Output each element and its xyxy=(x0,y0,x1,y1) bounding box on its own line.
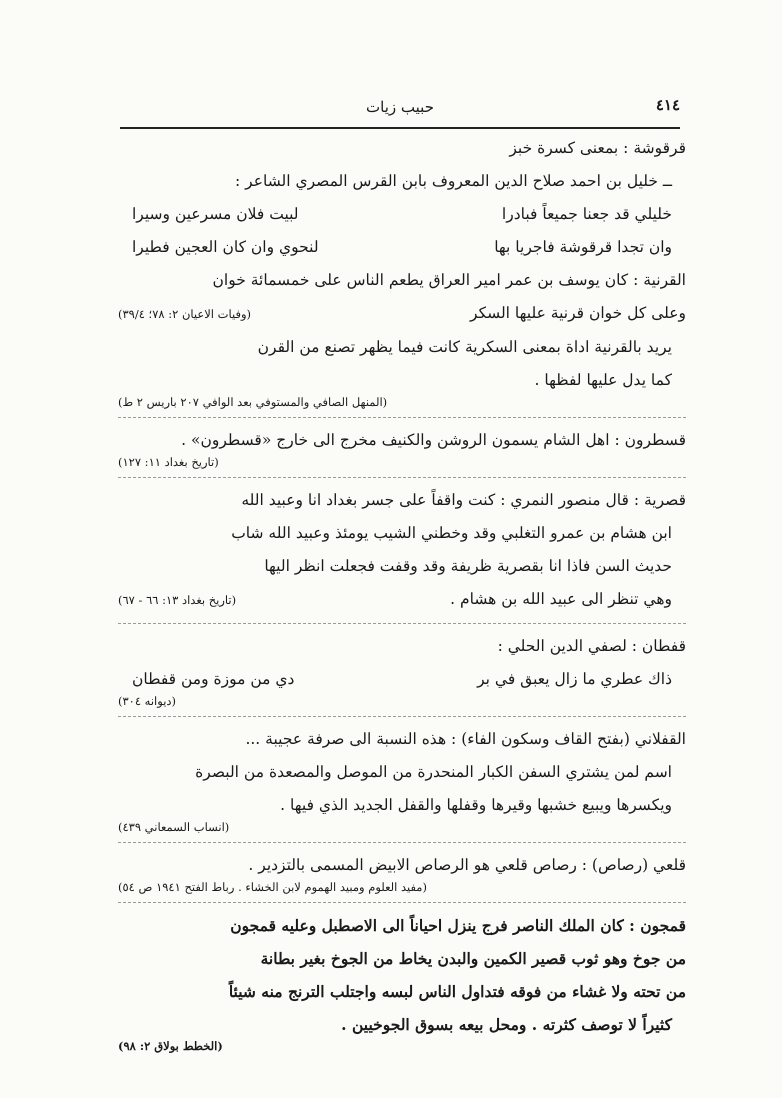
poem-verse xyxy=(118,198,686,231)
entry-line-with-ref xyxy=(118,583,686,617)
source-reference: (تاريخ بغداد ١٣: ٦٦ - ٦٧) xyxy=(118,593,237,607)
entry-text: القرنية : كان يوسف بن عمر امير العراق يطعم الناس على خمسمائة خوان xyxy=(212,271,686,289)
verse-second-hemistich: دي من موزة ومن قفطان xyxy=(132,670,295,688)
entry-qastarun xyxy=(118,424,686,471)
entry-line-with-ref xyxy=(118,297,686,331)
source-reference: (مفيد العلوم ومبيد الهموم لابن الخشاء . رباط الفتح ١٩٤١ ص ٥٤) xyxy=(118,880,427,894)
entry-text: اسم لمن يشتري السفن الكبار المنحدرة من الموصل والمصعدة من البصرة xyxy=(195,763,672,781)
entry-text: ويكسرها ويبيع خشبها وقيرها وقفلها والقفل الجديد الذي فيها . xyxy=(280,796,672,814)
entry-separator xyxy=(118,477,686,478)
source-reference: (ديوانه ٣٠٤) xyxy=(118,694,176,708)
entry-khalil xyxy=(118,165,686,198)
entry-text: القفلاني (بفتح القاف وسكون الفاء) : هذه النسبة الى صرفة عجيبة ... xyxy=(245,730,686,748)
entry-qarniya xyxy=(118,264,686,411)
source-reference: (انساب السمعاني ٤٣٩) xyxy=(118,820,230,834)
entry-qamjun xyxy=(118,909,686,1055)
source-reference: (الخطط بولاق ٢: ٩٨) xyxy=(118,1039,223,1053)
entry-text: كما يدل عليها لفظها . xyxy=(534,371,672,389)
poem-verse xyxy=(118,231,686,264)
entry-text: من جوخ وهو ثوب قصير الكمين والبدن يخاط من الجوخ بغير بطانة xyxy=(260,949,686,968)
entry-separator xyxy=(118,623,686,624)
page-header xyxy=(120,96,680,122)
entry-text: من تحته ولا غشاء من فوقه فتداول الناس لبسه واجتلب الترنج منه شيئاً xyxy=(228,982,686,1001)
verse-second-hemistich: لنحوي وان كان العجين فطيرا xyxy=(132,238,319,256)
entry-qurqusha xyxy=(118,132,686,165)
entry-text: يريد بالقرنية اداة بمعنى السكرية كانت فيما يظهر تصنع من القرن xyxy=(257,338,672,356)
entry-qafalani xyxy=(118,723,686,836)
entry-separator xyxy=(118,842,686,843)
verse-first-hemistich: ذاك عطري ما زال يعبق في بر xyxy=(477,670,672,688)
source-reference: (وفيات الاعيان ٢: ٧٨؛ ٣٩/٤) xyxy=(118,307,251,321)
verse-first-hemistich: خليلي قد جعنا جميعاً فبادرا xyxy=(501,205,672,223)
entry-separator xyxy=(118,417,686,418)
verse-first-hemistich: وان تجدا قرقوشة فاجريا بها xyxy=(494,238,672,256)
entry-qalai xyxy=(118,849,686,896)
entry-text: قرقوشة : بمعنى كسرة خبز xyxy=(509,139,686,157)
entry-text: ابن هشام بن عمرو التغلبي وقد وخطني الشيب يومئذ وعبيد الله شاب xyxy=(231,524,672,542)
source-reference: (تاريخ بغداد ١١: ١٢٧) xyxy=(118,455,219,469)
entry-text: حديث السن فاذا انا بقصرية ظريفة وقد وقفت فجعلت انظر اليها xyxy=(264,557,672,575)
running-title: حبيب زيات xyxy=(366,98,434,116)
entry-text: قلعي (رصاص) : رصاص قلعي هو الرصاص الابيض المسمى بالتزدير . xyxy=(248,856,686,874)
verse-second-hemistich: لبيت فلان مسرعين وسيرا xyxy=(132,205,299,223)
entry-text: قمجون : كان الملك الناصر فرج ينزل احياناً الى الاصطبل وعليه قمجون xyxy=(230,916,686,935)
header-rule xyxy=(120,127,680,129)
entry-qasriya xyxy=(118,484,686,617)
page-body xyxy=(118,132,686,1055)
entry-text: ــ خليل بن احمد صلاح الدين المعروف بابن القرس المصري الشاعر : xyxy=(235,172,672,190)
entry-qaftan xyxy=(118,630,686,710)
source-reference: (المنهل الصافي والمستوفي بعد الوافي ٢٠٧ باريس ٢ ط) xyxy=(118,395,388,409)
entry-separator xyxy=(118,902,686,903)
page-number: ٤١٤ xyxy=(655,96,680,114)
entry-text: قفطان : لصفي الدين الحلي : xyxy=(497,637,686,655)
entry-text: وعلى كل خوان قرنية عليها السكر xyxy=(470,304,686,322)
entry-text: قسطرون : اهل الشام يسمون الروشن والكنيف مخرج الى خارج «قسطرون» . xyxy=(181,431,686,449)
entry-text: قصرية : قال منصور النمري : كنت واقفاً على جسر بغداد انا وعبيد الله xyxy=(241,491,686,509)
entry-text: كثيراً لا توصف كثرته . ومحل بيعه بسوق الجوخيين . xyxy=(341,1015,672,1034)
entry-separator xyxy=(118,716,686,717)
entry-text: وهي تنظر الى عبيد الله بن هشام . xyxy=(450,590,672,608)
